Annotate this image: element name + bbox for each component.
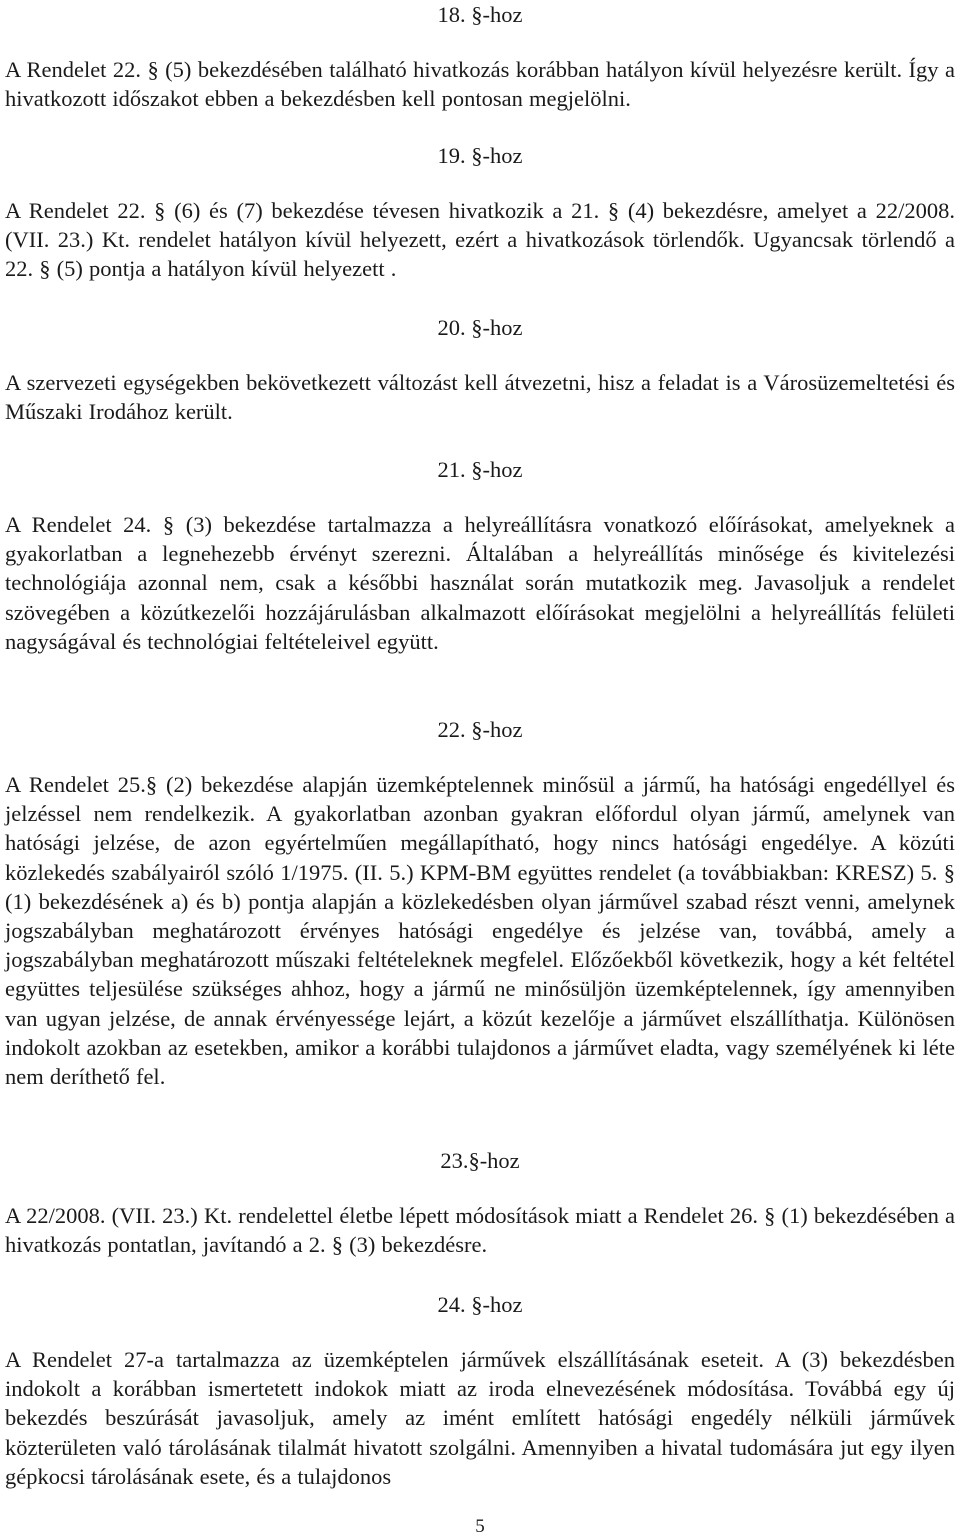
section-22 (5, 715, 955, 1091)
section-heading: 22. §-hoz (437, 717, 523, 742)
section-24 (5, 1290, 955, 1491)
section-heading: 20. §-hoz (437, 315, 523, 340)
section-heading: 21. §-hoz (437, 457, 523, 482)
section-18 (5, 0, 955, 113)
section-heading: 19. §-hoz (437, 143, 523, 168)
section-heading: 18. §-hoz (437, 2, 523, 27)
section-paragraph: A Rendelet 24. § (3) bekezdése tartalmazza a helyreállításra vonatkozó előírásokat, amelyeknek a gyakorlatban a legnehezebb érvényt szerezni. Általában a helyreállítás minősége és kivitelezési technológiája azonnal nem, csak a későbbi használat során mutatkozik meg. Javasoljuk a rendelet szövegében a közútkezelői hozzájárulásban alkalmazott előírásokat megjelölni a helyreállítás felületi nagyságával és technológiai feltételeivel együtt. (5, 512, 955, 654)
section-paragraph: A szervezeti egységekben bekövetkezett változást kell átvezetni, hisz a feladat is a Városüzemeltetési és Műszaki Irodához került. (5, 370, 955, 425)
section-paragraph: A Rendelet 22. § (5) bekezdésében található hivatkozás korábban hatályon kívül helyezésre került. Így a hivatkozott időszakot ebben a bekezdésben kell pontosan megjelölni. (5, 57, 955, 112)
section-23 (5, 1146, 955, 1259)
section-20 (5, 313, 955, 426)
section-heading: 24. §-hoz (437, 1292, 523, 1317)
section-heading: 23.§-hoz (440, 1148, 520, 1173)
section-21 (5, 455, 955, 656)
section-paragraph: A Rendelet 25.§ (2) bekezdése alapján üzemképtelennek minősül a jármű, ha hatósági engedéllyel és jelzéssel nem rendelkezik. A gyakorlatban azonban gyakran előfordul olyan jármű, amelynek van hatósági jelzése, de azon egyértelműen megállapítható, hogy nincs hatósági engedélye. A közúti közlekedés szabályairól szóló 1/1975. (II. 5.) KPM-BM együttes rendelet (a továbbiakban: KRESZ) 5. § (1) bekezdésének a) és b) pontja alapján a közlekedésben olyan járművel szabad részt venni, amelynek jogszabályban meghatározott érvényes hatósági engedélye és jelzése van, továbbá, amely a jogszabályban meghatározott műszaki feltételeknek megfelel. Előzőekből következik, hogy a két feltétel együttes teljesülése szükséges ahhoz, hogy a jármű ne minősüljön üzemképtelennek, így amennyiben van ugyan jelzése, de annak érvényessége lejárt, a közút kezelője a járművet elszállíthatja. Különösen indokolt azokban az esetekben, amikor a korábbi tulajdonos a járművet eladta, vagy személyének ki léte nem deríthető fel. (5, 772, 955, 1090)
page-number: 5 (475, 1516, 485, 1537)
section-paragraph: A 22/2008. (VII. 23.) Kt. rendelettel életbe lépett módosítások miatt a Rendelet 26. § (1) bekezdésében a hivatkozás pontatlan, javítandó a 2. § (3) bekezdésre. (5, 1203, 955, 1258)
section-19 (5, 141, 955, 284)
section-paragraph: A Rendelet 27-a tartalmazza az üzemképtelen járművek elszállításának eseteit. A (3) bekezdésben indokolt a korábban ismertetett indokok miatt az iroda elnevezésének módosítása. Továbbá egy új bekezdés beszúrását javasoljuk, amely az imént említett hatósági engedély nélküli járművek közterületen való tárolásának tilalmát hivatott szolgálni. Amennyiben a hivatal tudomására jut egy ilyen gépkocsi tárolásának esete, és a tulajdonos (5, 1347, 955, 1489)
section-paragraph: A Rendelet 22. § (6) és (7) bekezdése tévesen hivatkozik a 21. § (4) bekezdésre, amelyet a 22/2008. (VII. 23.) Kt. rendelet hatályon kívül helyezett, ezért a hivatkozások törlendők. Ugyancsak törlendő a 22. § (5) pontja a hatályon kívül helyezett . (5, 198, 955, 282)
